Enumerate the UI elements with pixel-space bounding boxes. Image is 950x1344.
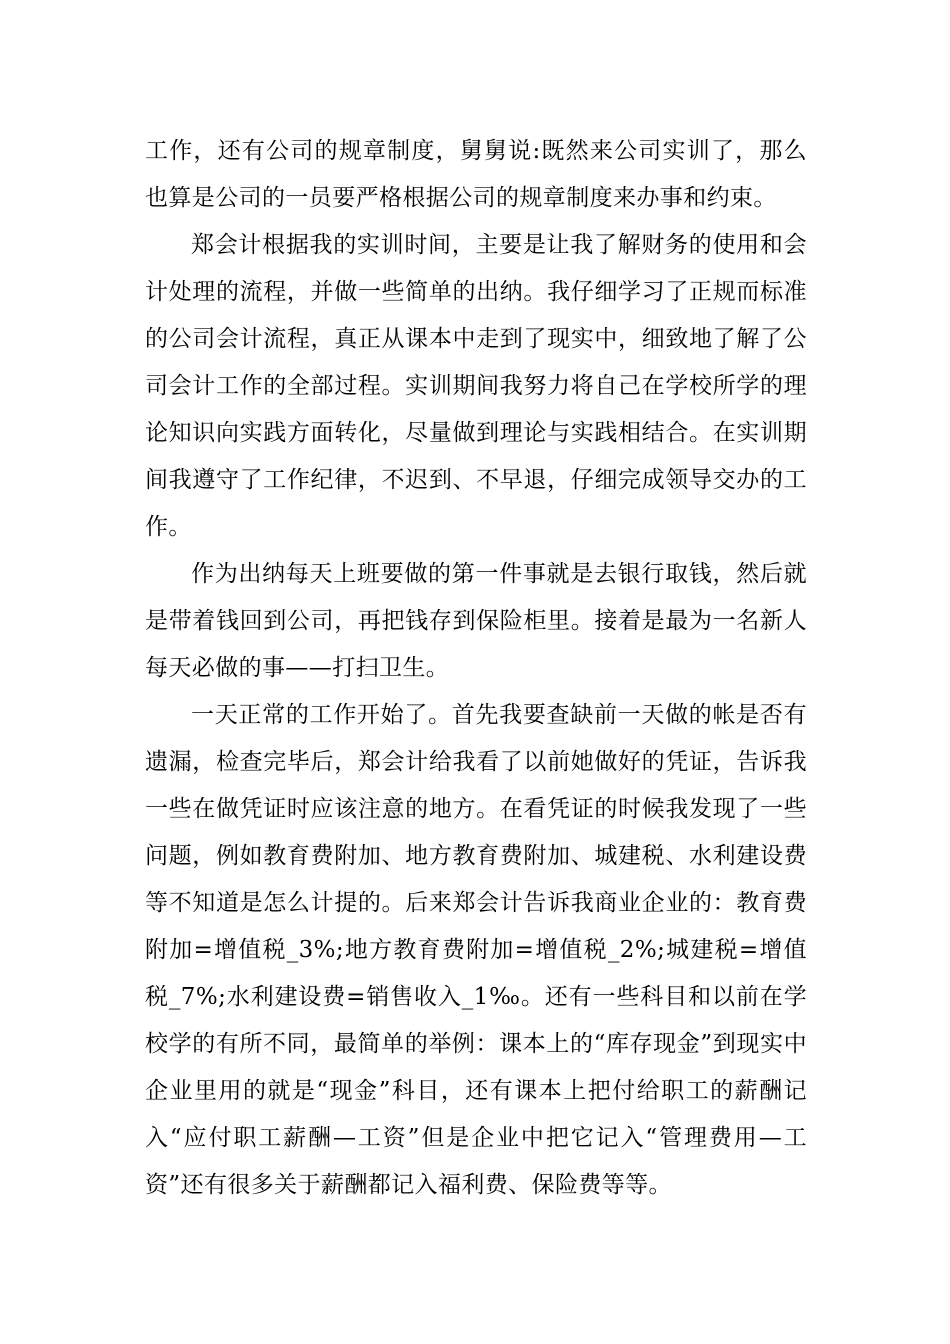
paragraph: 郑会计根据我的实训时间，主要是让我了解财务的使用和会计处理的流程，并做一些简单的出纳。我仔细学习了正规而标准的公司会计流程，真正从课本中走到了现实中，细致地了解了公司会计工作的全部过程。实训期间我努力将自己在学校所学的理论知识向实践方面转化，尽量做到理论与实践相结合。在实训期间我遵守了工作纪律，不迟到、不早退，仔细完成领导交办的工作。 (145, 232, 807, 540)
paragraph: 作为出纳每天上班要做的第一件事就是去银行取钱，然后就是带着钱回到公司，再把钱存到保险柜里。接着是最为一名新人每天必做的事——打扫卫生。 (145, 561, 807, 681)
paragraph: 一天正常的工作开始了。首先我要查缺前一天做的帐是否有遗漏，检查完毕后，郑会计给我看了以前她做好的凭证，告诉我一些在做凭证时应该注意的地方。在看凭证的时候我发现了一些问题，例如教育费附加、地方教育费附加、城建税、水利建设费等不知道是怎么计提的。后来郑会计告诉我商业企业的：教育费附加=增值税_3%;地方教育费附加=增值税_2%;城建税=增值税_7%;水利建设费=销售收入_1‰。还有一些科目和以前在学校学的有所不同，最简单的举例：课本上的“库存现金”到现实中企业里用的就是“现金”科目，还有课本上把付给职工的薪酬记入“应付职工薪酬—工资”但是企业中把它记入“管理费用—工资”还有很多关于薪酬都记入福利费、保险费等等。 (145, 702, 807, 1198)
paragraph-continued: 工作，还有公司的规章制度，舅舅说:既然来公司实训了，那么也算是公司的一员要严格根据公司的规章制度来办事和约束。 (145, 138, 807, 211)
document-body (145, 128, 807, 1209)
